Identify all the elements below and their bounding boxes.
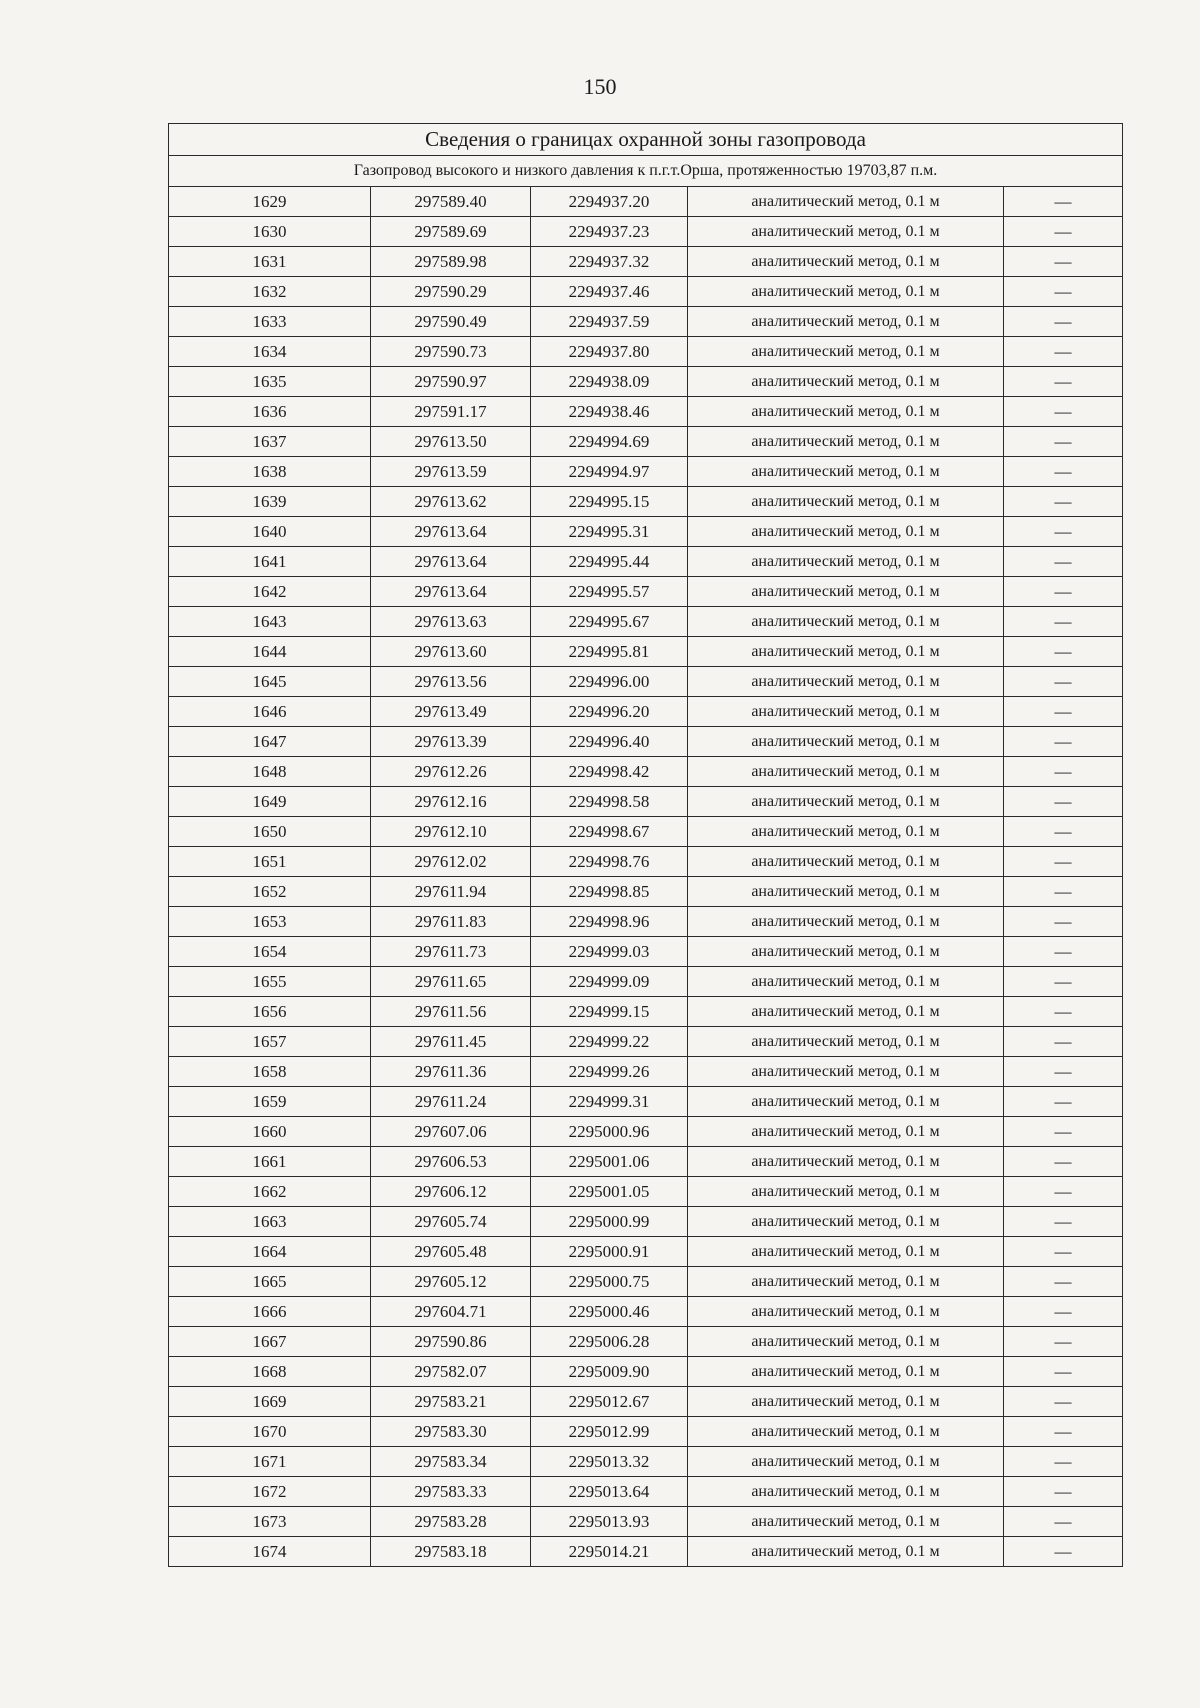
table-row — [169, 1177, 1123, 1207]
table-row — [169, 817, 1123, 847]
x-coordinate-cell: 297613.64 — [371, 517, 531, 547]
y-coordinate-cell: 2294999.22 — [531, 1027, 688, 1057]
table-row — [169, 1237, 1123, 1267]
point-number-cell: 1657 — [169, 1027, 371, 1057]
note-cell: — — [1004, 187, 1123, 217]
x-coordinate-cell: 297611.56 — [371, 997, 531, 1027]
y-coordinate-cell: 2294998.85 — [531, 877, 688, 907]
point-number-cell: 1642 — [169, 577, 371, 607]
y-coordinate-cell: 2295000.99 — [531, 1207, 688, 1237]
point-number-cell: 1630 — [169, 217, 371, 247]
method-cell: аналитический метод, 0.1 м — [688, 877, 1004, 907]
method-cell: аналитический метод, 0.1 м — [688, 907, 1004, 937]
note-cell: — — [1004, 427, 1123, 457]
point-number-cell: 1652 — [169, 877, 371, 907]
x-coordinate-cell: 297583.21 — [371, 1387, 531, 1417]
y-coordinate-cell: 2294998.67 — [531, 817, 688, 847]
y-coordinate-cell: 2294996.40 — [531, 727, 688, 757]
table-row — [169, 337, 1123, 367]
table-subtitle: Газопровод высокого и низкого давления к п.г.т.Орша, протяженностью 19703,87 п.м. — [169, 156, 1123, 187]
y-coordinate-cell: 2295013.64 — [531, 1477, 688, 1507]
y-coordinate-cell: 2295013.32 — [531, 1447, 688, 1477]
y-coordinate-cell: 2295009.90 — [531, 1357, 688, 1387]
method-cell: аналитический метод, 0.1 м — [688, 397, 1004, 427]
y-coordinate-cell: 2295012.67 — [531, 1387, 688, 1417]
table-row — [169, 1387, 1123, 1417]
y-coordinate-cell: 2294937.59 — [531, 307, 688, 337]
point-number-cell: 1674 — [169, 1537, 371, 1567]
method-cell: аналитический метод, 0.1 м — [688, 337, 1004, 367]
table-row — [169, 607, 1123, 637]
point-number-cell: 1658 — [169, 1057, 371, 1087]
table-row — [169, 187, 1123, 217]
y-coordinate-cell: 2294995.67 — [531, 607, 688, 637]
x-coordinate-cell: 297613.59 — [371, 457, 531, 487]
method-cell: аналитический метод, 0.1 м — [688, 457, 1004, 487]
note-cell: — — [1004, 697, 1123, 727]
point-number-cell: 1653 — [169, 907, 371, 937]
x-coordinate-cell: 297611.65 — [371, 967, 531, 997]
note-cell: — — [1004, 757, 1123, 787]
method-cell: аналитический метод, 0.1 м — [688, 1087, 1004, 1117]
point-number-cell: 1669 — [169, 1387, 371, 1417]
x-coordinate-cell: 297589.98 — [371, 247, 531, 277]
point-number-cell: 1646 — [169, 697, 371, 727]
x-coordinate-cell: 297611.73 — [371, 937, 531, 967]
x-coordinate-cell: 297591.17 — [371, 397, 531, 427]
x-coordinate-cell: 297590.86 — [371, 1327, 531, 1357]
x-coordinate-cell: 297611.36 — [371, 1057, 531, 1087]
point-number-cell: 1639 — [169, 487, 371, 517]
x-coordinate-cell: 297613.63 — [371, 607, 531, 637]
y-coordinate-cell: 2294995.57 — [531, 577, 688, 607]
note-cell: — — [1004, 397, 1123, 427]
note-cell: — — [1004, 1357, 1123, 1387]
x-coordinate-cell: 297611.24 — [371, 1087, 531, 1117]
point-number-cell: 1633 — [169, 307, 371, 337]
point-number-cell: 1673 — [169, 1507, 371, 1537]
y-coordinate-cell: 2294999.15 — [531, 997, 688, 1027]
x-coordinate-cell: 297613.49 — [371, 697, 531, 727]
note-cell: — — [1004, 1267, 1123, 1297]
point-number-cell: 1637 — [169, 427, 371, 457]
point-number-cell: 1638 — [169, 457, 371, 487]
method-cell: аналитический метод, 0.1 м — [688, 1327, 1004, 1357]
note-cell: — — [1004, 1177, 1123, 1207]
y-coordinate-cell: 2294995.44 — [531, 547, 688, 577]
table-row — [169, 517, 1123, 547]
table-row — [169, 577, 1123, 607]
y-coordinate-cell: 2294937.46 — [531, 277, 688, 307]
table-row — [169, 847, 1123, 877]
method-cell: аналитический метод, 0.1 м — [688, 1237, 1004, 1267]
x-coordinate-cell: 297613.64 — [371, 577, 531, 607]
method-cell: аналитический метод, 0.1 м — [688, 217, 1004, 247]
method-cell: аналитический метод, 0.1 м — [688, 1177, 1004, 1207]
method-cell: аналитический метод, 0.1 м — [688, 847, 1004, 877]
point-number-cell: 1651 — [169, 847, 371, 877]
method-cell: аналитический метод, 0.1 м — [688, 667, 1004, 697]
note-cell: — — [1004, 1387, 1123, 1417]
method-cell: аналитический метод, 0.1 м — [688, 1027, 1004, 1057]
x-coordinate-cell: 297583.30 — [371, 1417, 531, 1447]
note-cell: — — [1004, 1237, 1123, 1267]
table-title-row — [169, 124, 1123, 156]
method-cell: аналитический метод, 0.1 м — [688, 1507, 1004, 1537]
note-cell: — — [1004, 727, 1123, 757]
point-number-cell: 1671 — [169, 1447, 371, 1477]
y-coordinate-cell: 2294998.58 — [531, 787, 688, 817]
point-number-cell: 1666 — [169, 1297, 371, 1327]
method-cell: аналитический метод, 0.1 м — [688, 1357, 1004, 1387]
note-cell: — — [1004, 907, 1123, 937]
table-row — [169, 1477, 1123, 1507]
y-coordinate-cell: 2294937.20 — [531, 187, 688, 217]
point-number-cell: 1660 — [169, 1117, 371, 1147]
table-row — [169, 727, 1123, 757]
method-cell: аналитический метод, 0.1 м — [688, 517, 1004, 547]
x-coordinate-cell: 297607.06 — [371, 1117, 531, 1147]
y-coordinate-cell: 2295013.93 — [531, 1507, 688, 1537]
point-number-cell: 1667 — [169, 1327, 371, 1357]
table-row — [169, 307, 1123, 337]
table-row — [169, 1027, 1123, 1057]
method-cell: аналитический метод, 0.1 м — [688, 727, 1004, 757]
note-cell: — — [1004, 277, 1123, 307]
point-number-cell: 1645 — [169, 667, 371, 697]
method-cell: аналитический метод, 0.1 м — [688, 1267, 1004, 1297]
x-coordinate-cell: 297606.12 — [371, 1177, 531, 1207]
method-cell: аналитический метод, 0.1 м — [688, 187, 1004, 217]
method-cell: аналитический метод, 0.1 м — [688, 787, 1004, 817]
note-cell: — — [1004, 1477, 1123, 1507]
method-cell: аналитический метод, 0.1 м — [688, 247, 1004, 277]
y-coordinate-cell: 2295000.91 — [531, 1237, 688, 1267]
table-row — [169, 907, 1123, 937]
method-cell: аналитический метод, 0.1 м — [688, 1117, 1004, 1147]
point-number-cell: 1632 — [169, 277, 371, 307]
y-coordinate-cell: 2295000.46 — [531, 1297, 688, 1327]
x-coordinate-cell: 297582.07 — [371, 1357, 531, 1387]
table-row — [169, 1087, 1123, 1117]
table-row — [169, 997, 1123, 1027]
table-row — [169, 367, 1123, 397]
point-number-cell: 1648 — [169, 757, 371, 787]
method-cell: аналитический метод, 0.1 м — [688, 937, 1004, 967]
point-number-cell: 1654 — [169, 937, 371, 967]
note-cell: — — [1004, 607, 1123, 637]
point-number-cell: 1672 — [169, 1477, 371, 1507]
table-row — [169, 1327, 1123, 1357]
point-number-cell: 1670 — [169, 1417, 371, 1447]
point-number-cell: 1631 — [169, 247, 371, 277]
point-number-cell: 1659 — [169, 1087, 371, 1117]
note-cell: — — [1004, 577, 1123, 607]
y-coordinate-cell: 2295001.06 — [531, 1147, 688, 1177]
x-coordinate-cell: 297590.49 — [371, 307, 531, 337]
y-coordinate-cell: 2294937.23 — [531, 217, 688, 247]
x-coordinate-cell: 297589.69 — [371, 217, 531, 247]
method-cell: аналитический метод, 0.1 м — [688, 577, 1004, 607]
y-coordinate-cell: 2295000.75 — [531, 1267, 688, 1297]
note-cell: — — [1004, 1417, 1123, 1447]
point-number-cell: 1641 — [169, 547, 371, 577]
table-body — [169, 124, 1123, 1567]
x-coordinate-cell: 297590.29 — [371, 277, 531, 307]
note-cell: — — [1004, 1297, 1123, 1327]
table-row — [169, 787, 1123, 817]
point-number-cell: 1647 — [169, 727, 371, 757]
x-coordinate-cell: 297583.28 — [371, 1507, 531, 1537]
x-coordinate-cell: 297583.33 — [371, 1477, 531, 1507]
table-row — [169, 427, 1123, 457]
method-cell: аналитический метод, 0.1 м — [688, 1447, 1004, 1477]
note-cell: — — [1004, 817, 1123, 847]
y-coordinate-cell: 2294995.31 — [531, 517, 688, 547]
note-cell: — — [1004, 1327, 1123, 1357]
method-cell: аналитический метод, 0.1 м — [688, 307, 1004, 337]
x-coordinate-cell: 297612.10 — [371, 817, 531, 847]
method-cell: аналитический метод, 0.1 м — [688, 487, 1004, 517]
x-coordinate-cell: 297611.94 — [371, 877, 531, 907]
method-cell: аналитический метод, 0.1 м — [688, 1147, 1004, 1177]
table-row — [169, 877, 1123, 907]
note-cell: — — [1004, 937, 1123, 967]
method-cell: аналитический метод, 0.1 м — [688, 1297, 1004, 1327]
note-cell: — — [1004, 1537, 1123, 1567]
table-row — [169, 937, 1123, 967]
note-cell: — — [1004, 337, 1123, 367]
note-cell: — — [1004, 967, 1123, 997]
note-cell: — — [1004, 457, 1123, 487]
method-cell: аналитический метод, 0.1 м — [688, 277, 1004, 307]
y-coordinate-cell: 2294999.31 — [531, 1087, 688, 1117]
table-row — [169, 1507, 1123, 1537]
table-row — [169, 697, 1123, 727]
method-cell: аналитический метод, 0.1 м — [688, 607, 1004, 637]
note-cell: — — [1004, 1147, 1123, 1177]
y-coordinate-cell: 2295001.05 — [531, 1177, 688, 1207]
y-coordinate-cell: 2294937.32 — [531, 247, 688, 277]
note-cell: — — [1004, 997, 1123, 1027]
point-number-cell: 1636 — [169, 397, 371, 427]
x-coordinate-cell: 297590.73 — [371, 337, 531, 367]
note-cell: — — [1004, 1207, 1123, 1237]
x-coordinate-cell: 297583.18 — [371, 1537, 531, 1567]
table-row — [169, 1267, 1123, 1297]
method-cell: аналитический метод, 0.1 м — [688, 1417, 1004, 1447]
y-coordinate-cell: 2294938.46 — [531, 397, 688, 427]
note-cell: — — [1004, 517, 1123, 547]
table-row — [169, 1117, 1123, 1147]
table-row — [169, 1147, 1123, 1177]
method-cell: аналитический метод, 0.1 м — [688, 967, 1004, 997]
point-number-cell: 1668 — [169, 1357, 371, 1387]
point-number-cell: 1635 — [169, 367, 371, 397]
point-number-cell: 1634 — [169, 337, 371, 367]
method-cell: аналитический метод, 0.1 м — [688, 817, 1004, 847]
table-row — [169, 397, 1123, 427]
method-cell: аналитический метод, 0.1 м — [688, 1057, 1004, 1087]
table-row — [169, 487, 1123, 517]
note-cell: — — [1004, 1027, 1123, 1057]
x-coordinate-cell: 297583.34 — [371, 1447, 531, 1477]
x-coordinate-cell: 297605.12 — [371, 1267, 531, 1297]
table-row — [169, 457, 1123, 487]
method-cell: аналитический метод, 0.1 м — [688, 427, 1004, 457]
method-cell: аналитический метод, 0.1 м — [688, 757, 1004, 787]
table-row — [169, 1297, 1123, 1327]
note-cell: — — [1004, 847, 1123, 877]
method-cell: аналитический метод, 0.1 м — [688, 1537, 1004, 1567]
point-number-cell: 1650 — [169, 817, 371, 847]
y-coordinate-cell: 2294998.96 — [531, 907, 688, 937]
x-coordinate-cell: 297613.56 — [371, 667, 531, 697]
table-row — [169, 1537, 1123, 1567]
point-number-cell: 1649 — [169, 787, 371, 817]
y-coordinate-cell: 2294999.03 — [531, 937, 688, 967]
table-title: Сведения о границах охранной зоны газопровода — [169, 124, 1123, 156]
y-coordinate-cell: 2294995.81 — [531, 637, 688, 667]
y-coordinate-cell: 2294996.20 — [531, 697, 688, 727]
point-number-cell: 1655 — [169, 967, 371, 997]
table-row — [169, 217, 1123, 247]
y-coordinate-cell: 2294995.15 — [531, 487, 688, 517]
point-number-cell: 1644 — [169, 637, 371, 667]
x-coordinate-cell: 297611.83 — [371, 907, 531, 937]
point-number-cell: 1656 — [169, 997, 371, 1027]
table-row — [169, 967, 1123, 997]
y-coordinate-cell: 2294994.97 — [531, 457, 688, 487]
table-subtitle-row — [169, 156, 1123, 187]
note-cell: — — [1004, 1507, 1123, 1537]
note-cell: — — [1004, 667, 1123, 697]
note-cell: — — [1004, 1087, 1123, 1117]
note-cell: — — [1004, 787, 1123, 817]
method-cell: аналитический метод, 0.1 м — [688, 697, 1004, 727]
method-cell: аналитический метод, 0.1 м — [688, 1387, 1004, 1417]
point-number-cell: 1663 — [169, 1207, 371, 1237]
table-row — [169, 1207, 1123, 1237]
table-row — [169, 1057, 1123, 1087]
y-coordinate-cell: 2294998.42 — [531, 757, 688, 787]
point-number-cell: 1665 — [169, 1267, 371, 1297]
x-coordinate-cell: 297605.74 — [371, 1207, 531, 1237]
table-row — [169, 547, 1123, 577]
method-cell: аналитический метод, 0.1 м — [688, 1207, 1004, 1237]
x-coordinate-cell: 297613.60 — [371, 637, 531, 667]
y-coordinate-cell: 2294999.09 — [531, 967, 688, 997]
x-coordinate-cell: 297613.50 — [371, 427, 531, 457]
note-cell: — — [1004, 217, 1123, 247]
x-coordinate-cell: 297612.16 — [371, 787, 531, 817]
table-row — [169, 637, 1123, 667]
x-coordinate-cell: 297612.02 — [371, 847, 531, 877]
note-cell: — — [1004, 547, 1123, 577]
table-row — [169, 757, 1123, 787]
method-cell: аналитический метод, 0.1 м — [688, 547, 1004, 577]
note-cell: — — [1004, 877, 1123, 907]
point-number-cell: 1643 — [169, 607, 371, 637]
y-coordinate-cell: 2295012.99 — [531, 1417, 688, 1447]
y-coordinate-cell: 2295006.28 — [531, 1327, 688, 1357]
point-number-cell: 1661 — [169, 1147, 371, 1177]
x-coordinate-cell: 297604.71 — [371, 1297, 531, 1327]
x-coordinate-cell: 297612.26 — [371, 757, 531, 787]
y-coordinate-cell: 2294996.00 — [531, 667, 688, 697]
y-coordinate-cell: 2294994.69 — [531, 427, 688, 457]
table-row — [169, 1357, 1123, 1387]
x-coordinate-cell: 297613.64 — [371, 547, 531, 577]
point-number-cell: 1664 — [169, 1237, 371, 1267]
method-cell: аналитический метод, 0.1 м — [688, 637, 1004, 667]
x-coordinate-cell: 297590.97 — [371, 367, 531, 397]
note-cell: — — [1004, 367, 1123, 397]
table-row — [169, 1417, 1123, 1447]
note-cell: — — [1004, 1117, 1123, 1147]
y-coordinate-cell: 2295014.21 — [531, 1537, 688, 1567]
table-row — [169, 667, 1123, 697]
note-cell: — — [1004, 1057, 1123, 1087]
table-row — [169, 1447, 1123, 1477]
boundary-table — [168, 123, 1123, 1567]
x-coordinate-cell: 297605.48 — [371, 1237, 531, 1267]
method-cell: аналитический метод, 0.1 м — [688, 1477, 1004, 1507]
x-coordinate-cell: 297589.40 — [371, 187, 531, 217]
method-cell: аналитический метод, 0.1 м — [688, 367, 1004, 397]
x-coordinate-cell: 297611.45 — [371, 1027, 531, 1057]
y-coordinate-cell: 2294937.80 — [531, 337, 688, 367]
table-row — [169, 247, 1123, 277]
y-coordinate-cell: 2294938.09 — [531, 367, 688, 397]
x-coordinate-cell: 297606.53 — [371, 1147, 531, 1177]
point-number-cell: 1629 — [169, 187, 371, 217]
table-row — [169, 277, 1123, 307]
method-cell: аналитический метод, 0.1 м — [688, 997, 1004, 1027]
y-coordinate-cell: 2295000.96 — [531, 1117, 688, 1147]
note-cell: — — [1004, 247, 1123, 277]
page-number: 150 — [583, 74, 617, 99]
point-number-cell: 1640 — [169, 517, 371, 547]
point-number-cell: 1662 — [169, 1177, 371, 1207]
x-coordinate-cell: 297613.62 — [371, 487, 531, 517]
note-cell: — — [1004, 637, 1123, 667]
note-cell: — — [1004, 1447, 1123, 1477]
note-cell: — — [1004, 487, 1123, 517]
y-coordinate-cell: 2294998.76 — [531, 847, 688, 877]
y-coordinate-cell: 2294999.26 — [531, 1057, 688, 1087]
x-coordinate-cell: 297613.39 — [371, 727, 531, 757]
note-cell: — — [1004, 307, 1123, 337]
